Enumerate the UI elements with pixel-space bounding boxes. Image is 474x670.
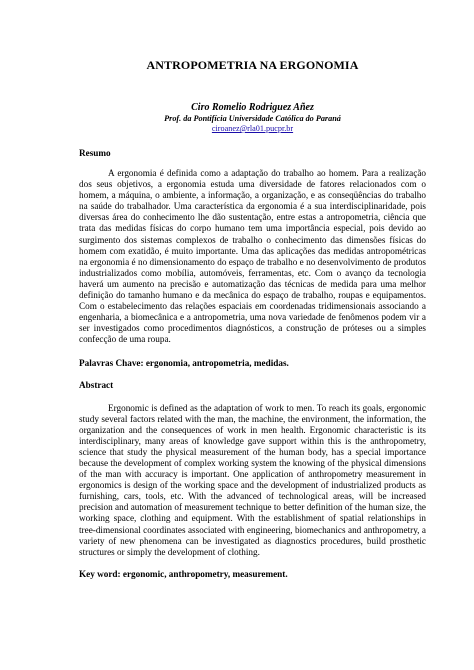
resumo-heading: Resumo (79, 148, 111, 158)
resumo-text: A ergonomia é definida como a adaptação do trabalho ao homem. Para a realização dos seus objetivos, a ergonomia estuda uma diversidade de fatores relacionados com o homem, a máquina, o ambiente, a informação, a organização, e as conseqüências do trabalho na saúde do trabalhador. Uma característica da ergonomia é a sua interdisciplinaridade, pois diversas área do conhecimento lhe dão sustentação, entre estas a antropometria, ciência que trata das medidas físicas do corpo humano tem uma importância especial, pois devido ao surgimento dos sistemas complexos de trabalho o conhecimento das dimensões físicas do homem com exatidão, é muito importante. Uma das aplicações das medidas antropométricas na ergonomia é no dimensionamento do espaço de trabalho e no desenvolvimento de produtos industrializados como mobília, automóveis, ferramentas, etc. Com o avanço da tecnologia haverá um aumento na precisão e automatização das técnicas de medida para uma melhor definição do tamanho humano e da mecânica do espaço de trabalho, roupas e equipamentos. Com o estabelecimento das relações espaciais em coordenadas tridimensionais associando a engenharia, a biomecânica e a antropometria, uma nova variedade de fenômenos podem vir a ser investigados como procedimentos diagnósticos, a construção de próteses ou a simples confecção de uma roupa. (79, 168, 426, 345)
author-name: Ciro Romelio Rodriguez Añez (191, 102, 314, 113)
email-link[interactable]: ciroanez@rla01.pucpr.br (211, 124, 294, 133)
palavras-chave: Palavras Chave: ergonomia, antropometria, medidas. (79, 357, 289, 368)
author-email (79, 124, 426, 134)
author-affiliation: Prof. da Pontifícia Universidade Católica do Paraná (164, 114, 341, 123)
abstract-heading: Abstract (79, 379, 114, 390)
paper-title: ANTROPOMETRIA NA ERGONOMIA (146, 58, 359, 72)
abstract-text: Ergonomic is defined as the adaptation of work to men. To reach its goals, ergonomic study several factors related with the man, the machine, the environment, the information, the organization and the consequences of work in men health. Ergonomic characteristic is its interdisciplinary, many areas of knowledge gave support within this is the anthropometry, science that study the physical measurement of the human body, has a special importance because the development of complex working system the knowing of the physical dimensions of the man with accuracy is important. One application of anthropometry measurement in ergonomics is design of the working space and the development of industrialized products as furnishing, cars, tools, etc. With the advanced of technological areas, will be increased precision and automation of measurement technique to better definition of the human size, the working space, clothing and equipment. With the establishment of spatial relationships in tree-dimensional coordinates associated with engineering, biomechanics and anthropometry, a variety of new phenomena can be investigated as diagnostics procedures, build prosthetic structures or simply the development of clothing. (79, 402, 426, 557)
key-words: Key word: ergonomic, anthropometry, measurement. (79, 568, 288, 579)
